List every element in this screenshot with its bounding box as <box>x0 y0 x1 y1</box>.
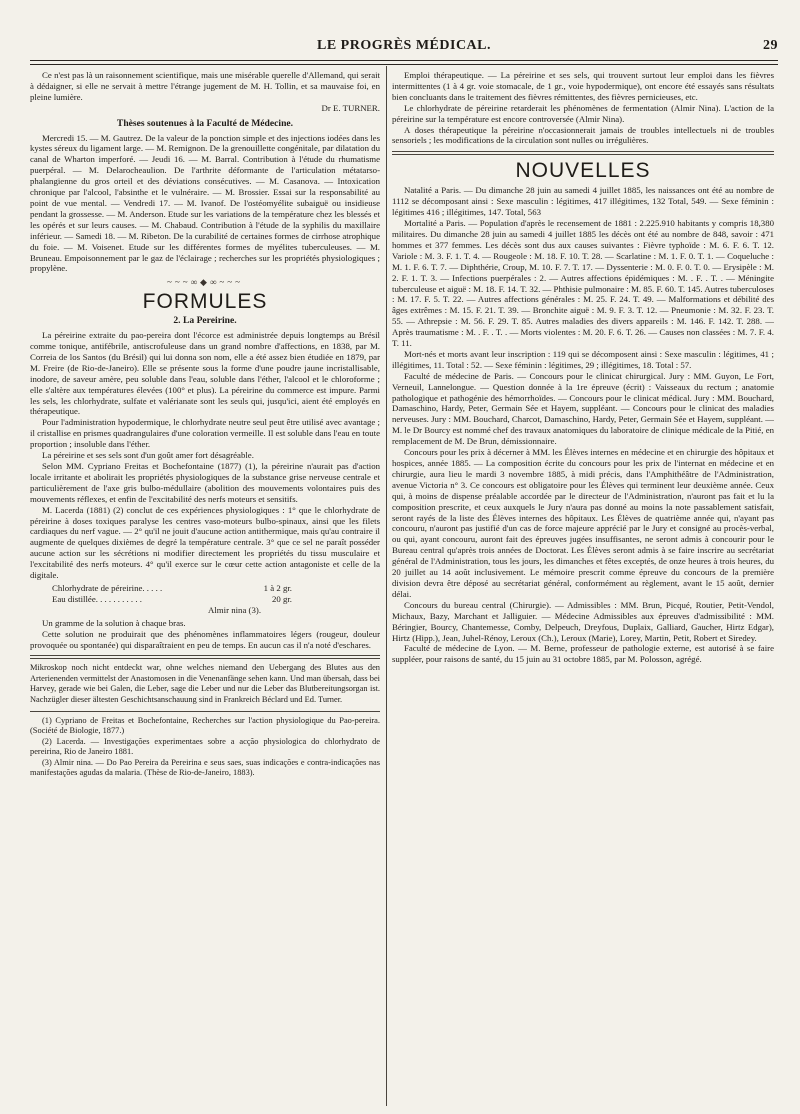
german-note: Mikroskop noch nicht entdeckt war, ohne welches niemand den Uebergang des Blutes aus den Arterienenden vermittelst der Anastomosen in die Venenanfänge sehen kann. Und man übersah, dass bei Harvey, gerade wie bei Galen, die Leber, sage die Leber und nur die Leber das Blutbereitungsorgan ist. Nachzügler dieser ältesten Geschichtsanschauung sind in Frankreich Béclard und Ed. Turner. <box>30 663 380 704</box>
mortalite-paragraph: Mortalité a Paris. — Population d'après le recensement de 1881 : 2.225.910 habitants y compris 18,380 militaires. Du dimanche 28 juin au samedi 4 juillet 1885 les décès ont été au nombre de 848, savoir : 471 hommes et 377 femmes. Les décès sont dus aux causes suivantes : Fièvre typhoïde : M. 6. F. 6. T. 12. Variole : M. 3. F. 1. T. 4. — Rougeole : M. 18. F. 10. T. 28. — Scarlatine : M. 1. F. 0. T. 1. — Coqueluche : M. 1. F. 6. T. 7. — Diphthérie, Croup, M. 10. F. 7. T. 17. — Dyssenterie : M. 0. F. 0. T. 0. — Erysipèle : M. 2. F. 1. T. 3. — Infections puerpérales : 2. — Autres affections épidémiques : M. . F. . T. . — Méningite tuberculeuse et aiguë : M. 18. F. 14. T. 32. — Phthisie pulmonaire : M. 85. F. 60. T. 145. Autres tuberculoses : M. 17. F. 5. T. 22. — Autres affections générales : M. 25. F. 24. T. 49. — Malformations et débilité des âges extrêmes : M. 15. F. 21. T. 39. — Bronchite aiguë : M. 9. F. 3. T. 12. — Pneumonie : M. 32. F. 23. T. 55. — Athrepsie : M. 56. F. 29. T. 85. Autres maladies des divers appareils : M. 146. F. 142. T. 288. — Après traumatisme : M. . F. . T. . — Morts violentes : M. 20. F. 6. T. 26. — Causes non classées : M. 7. F. 4. T. 11. <box>392 218 774 349</box>
section-ornament: ~~~∞◆∞~~~ <box>167 277 243 288</box>
nouvelles-rule <box>392 151 774 155</box>
pereirine-para-1: La péreirine extraite du pao-pereira dont l'écorce est administrée depuis longtemps au Brésil comme tonique, antifébrile, antiscrofuleuse dans un grand nombre d'affections, en 1838, par M. Correia de los Santos (du Brésil) qui lui donna son nom, elle a été assez bien étudiée en 1879, par M. Freire (de Rio-de-Janeiro). Elle se présente sous la forme d'une poudre jaune incristallisable, inodore, de saveur amère, peu soluble dans l'eau, soluble dans l'éther, l'alcool et le chloroforme ; elle s'altère aux températures élevées (100° et plus). La péreirine du commerce est impure. Parmi les sels, les chlorhydrate, sulfate et valérianate sont les seuls qui, jusqu'ici, aient été employés en thérapeutique. <box>30 330 380 417</box>
page-number: 29 <box>763 38 778 53</box>
formula-line-1 <box>52 583 292 594</box>
pereirine-para-4: Selon MM. Cypriano Freitas et Bochefontaine (1877) (1), la péreirine n'aurait pas d'action locale irritante et abolirait les propriétés physiologiques de la substance grise nerveuse centrale et particulièrement de l'axe gris bulbo-médullaire (abolition des mouvements volontaires puis des mouvements réflexes, et enfin de l'excitabilité des nerfs moteurs et sensitifs. <box>30 461 380 504</box>
formula-ingredient-2: Eau distillée. . . . . . . . . . . <box>52 593 142 604</box>
chlorhydrate-paragraph: Le chlorhydrate de péreirine retarderait les phénomènes de fermentation (Almir Nina). L'action de la péreirine sur la température est encore controversée (Almir Nina). <box>392 102 774 124</box>
column-separator <box>386 66 387 1106</box>
formula-quantity-2: 20 gr. <box>271 593 292 604</box>
left-column <box>30 70 380 1105</box>
footnote-1: (1) Cypriano de Freitas et Bochefontaine, Recherches sur l'action physiologique du Pao-pereira. (Société de Biologie, 1877.) <box>30 716 380 736</box>
pereirine-para-6: Un gramme de la solution à chaque bras. <box>42 617 186 628</box>
formula-reference: Almir nina (3). <box>208 604 262 615</box>
intro-paragraph: Ce n'est pas là un raisonnement scientifique, mais une misérable querelle d'Allemand, qui serait à dédaigner, si elle ne servait à mettre l'étrange jugement de M. H. Tollin, et sa mauvaise foi, en pleine lumière. <box>30 70 380 102</box>
header-rule <box>30 60 778 65</box>
intro-signature: Dr E. TURNER. <box>321 102 380 113</box>
right-column <box>392 70 774 1105</box>
concours-prix-paragraph: Concours pour les prix à décerner à MM. les Élèves internes en médecine et en chirurgie des hôpitaux et hospices, année 1885. — La composition écrite du concours pour les prix de l'internat en médecine et en chirurgie, aura lieu le mardi 3 novembre 1885, à midi précis, dans l'Amphithéâtre de l'Administration, avenue Victoria n° 3. Ce concours est obligatoire pour les Élèves qui terminent leur deuxième année. Ceux qui, à moins de dispense préalable accordée par le directeur de l'Administration, n'auront pas fait et lu la composition prescrite, et ceux auxquels le Jury n'aura pas donné au moins la note passablement satisfait, seront rayés de la liste des Élèves internes des hôpitaux. Les Élèves de quatrième année qui, n'ayant pas concouru, n'auront pas justifié d'un cas de force majeure apprécié par le Jury et consigné au procès-verbal, ou qui, ayant concouru, auront fait des épreuves jugées insuffisantes, ne seront admis à concourir pour le Bureau central qu'après trois années de Doctorat. Les Élèves seront admis à se faire inscrire au secrétariat général de l'Administration, tous les jours, les dimanches et fêtes exceptés, de onze heures à trois heures, du 20 juillet au 14 août inclusivement. Le mémoire prescrit comme épreuve du concours de la première division devra être déposé au secrétariat général, conformément au règlement, avant le 15 août, dernier délai. <box>392 447 774 599</box>
page-header <box>30 38 778 62</box>
pereirine-subheading: 2. La Pereirine. <box>173 315 237 327</box>
pereirine-para-2: Pour l'administration hypodermique, le chlorhydrate neutre seul peut être utilisé avec avantage ; il cristallise en prismes quadrangulaires d'une coloration vermeille. Il est soluble dans l'eau en toute proportion ; insoluble dans l'éther. <box>30 417 380 450</box>
faculte-lyon-paragraph: Faculté de médecine de Lyon. — M. Berne, professeur de pathologie externe, est autorisé à se faire suppléer, pour raisons de santé, du 15 juin au 31 octobre 1885, par M. Polosson, agrégé. <box>392 643 774 665</box>
theses-heading: Thèses soutenues à la Faculté de Médecine. <box>116 117 294 129</box>
formula-block <box>52 583 380 616</box>
emploi-paragraph: Emploi thérapeutique. — La péreirine et ses sels, qui trouvent surtout leur emploi dans les fièvres intermittentes (1 à 4 gr. voie stomacale, de 1 gr., voie hypodermique), ont encore été essayés sans résultats bien concluants dans le traitement des fièvres rémittentes, des fièvres pernicieuses, etc. <box>392 70 774 102</box>
notes-divider <box>30 655 380 659</box>
doses-paragraph: A doses thérapeutique la péreirine n'occasionnerait jamais de troubles intellectuels ni de troubles sensoriels ; les modifications de la circulation sont nulles ou irrégulières. <box>392 124 774 146</box>
formula-line-2 <box>52 594 292 605</box>
footnotes <box>30 663 380 778</box>
faculte-paris-paragraph: Faculté de médecine de Paris. — Concours pour le clinicat chirurgical. Jury : MM. Guyon, Le Fort, Verneuil, Lannelongue. — Question donnée à la 1re épreuve (écrit) : Vaisseaux du rectum ; anatomie pathologique et pathogénie des hémorrhoïdes. — Concours pour le clinicat médical. Jury : MM. Bouchard, Damaschino, Hardy, Peter, Germain Sée et Hayem, suppléant. — Concours pour le clinicat des maladies nerveuses. Jury : MM. Bouchard, Charcot, Damaschino, Hardy, Peter, Germain Sée et Hayem, suppléant. — M. le Dr Bourcy est nommé chef des travaux anatomiques du laboratoire de clinique médicale de la Pitié, en remplacement de M. De Brun, démissionnaire. <box>392 370 774 447</box>
pereirine-para-7: Cette solution ne produirait que des phénomènes inflammatoires légers (rougeur, douleur provoquée ou spontanée) qui disparaîtraient en peu de temps. En aucun cas il n'a noté d'eschares. <box>30 628 380 650</box>
footnote-rule <box>30 711 380 712</box>
formula-ingredient-1: Chlorhydrate de péreirine. . . . . <box>52 582 163 593</box>
footnote-3: (3) Almir nina. — Do Pao Pereira da Pereirina e seus saes, suas indicações e contra-indicações nas manifestações agudas da malaria. (Thèse de Rio-de-Janeiro, 1883). <box>30 757 380 778</box>
formules-heading: FORMULES <box>142 290 268 314</box>
bureau-central-paragraph: Concours du bureau central (Chirurgie). — Admissibles : MM. Brun, Picqué, Routier, Petit-Vendol, Michaux, Bazy, Marchant et Jalliguier. — Médecine Admissibles aux épreuves d'admissibilité : MM. Béringier, Bourcy, Chantemesse, Comby, Delpeuch, Dreyfous, Duplaix, Galliard, Gaucher, Hirtz Edgar), Hirtz (Hipp.), Jean, Juhel-Rénoy, Leroux (Ch.), Leroux (Marie), Lorey, Martin, Petit, Robert et Siredey. <box>392 599 774 643</box>
journal-title: LE PROGRÈS MÉDICAL. <box>316 38 492 53</box>
theses-text: Mercredi 15. — M. Gautrez. De la valeur de la ponction simple et des injections iodées dans les kystes séreux du ligament large. — M. Remignon. De la grenouillette congénitale, par dilatation du canal de Wharton imperforé. — Jeudi 16. — M. Barral. Contribution à l'étude du rhumatisme puerpéral. — M. Delarocheaulion. De l'arthrite déformante de l'articulation métatarso-phalangienne du gros orteil et des déviations consécutives. — M. Casanova. — Intoxication chronique par l'alcool, l'absinthe et le vulnéraire. — M. Brossier. Essai sur la responsabilité au point de vue mental. — Vendredi 17. — M. Ivanof. De l'ostéomyélite subaiguë ou insidieuse pendant la grossesse. — M. Anderson. Etude sur les variations de la température chez les blessés et les opérés et sur leurs causes. — M. Chabaud. Contribution à l'étude de la syphilis du maxillaire inférieur. — Samedi 18. — M. Ribeton. De la curabilité de certaines formes de cirrhose atrophique du foie. — M. Voisenet. Etude sur les différentes formes de myélites tuberculeuses. — M. Bruneau. Empoisonnement par le gaz de l'éclairage ; recherches sur les propriétés physiologiques ; propylène. <box>30 132 380 274</box>
nouvelles-heading: NOUVELLES <box>515 159 651 183</box>
formula-quantity-1: 1 à 2 gr. <box>263 582 292 593</box>
natalite-paragraph: Natalité a Paris. — Du dimanche 28 juin au samedi 4 juillet 1885, les naissances ont été au nombre de 1112 se décomposant ainsi : Sexe masculin : légitimes, 417 illégitimes, 132 Total, 549. — Sexe féminin : légitimes 416 ; illégitimes, 147. Total, 563 <box>392 185 774 218</box>
mort-nes-paragraph: Mort-nés et morts avant leur inscription : 119 qui se décomposent ainsi : Sexe masculin : légitimes, 41 ; illégitimes, 11. Total : 52. — Sexe féminin : légitimes, 29 ; illégitimes, 18. Total : 57. <box>392 348 774 370</box>
pereirine-para-5: M. Lacerda (1881) (2) conclut de ces expériences physiologiques : 1° que le chlorhydrate de péreirine à doses toxiques paralyse les centres vaso-moteurs bulbo-spinaux, ainsi que les filets cardiaques du nerf vague. — 2° qu'il ne jouit d'aucune action antithermique, mais qu'au contraire il augmente de quelques dixièmes de degré la température centrale. 3° que ce sel ne paraît posséder aucune action sur les sécrétions ni modifier directement les propriétés du tissu musculaire et l'excitabilité des nerfs moteurs. 4° qu'il exerce sur le cœur cette action antagoniste et celle de la digitale. <box>30 504 380 581</box>
footnote-2: (2) Lacerda. — Investigações experimentaes sobre a acção physiologica do chlorhydrato de pereirina, Rio de Janeiro 1881. <box>30 736 380 757</box>
pereirine-para-3: La péreirine et ses sels sont d'un goût amer fort désagréable. <box>42 450 254 461</box>
